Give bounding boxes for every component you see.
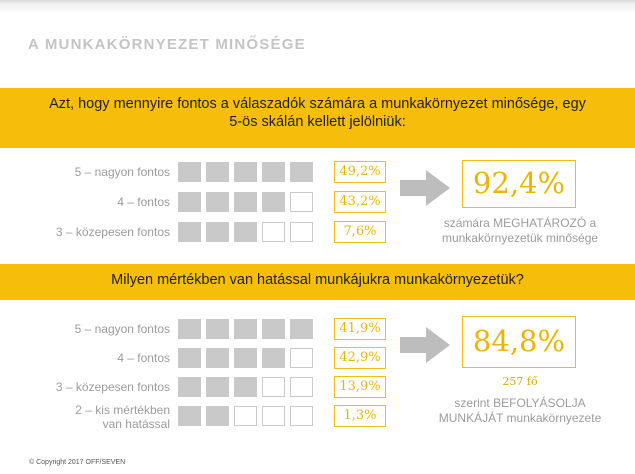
question-2: Milyen mértékben van hatással munkájukra munkakörnyezetük? (111, 272, 524, 288)
filled-square (262, 348, 285, 368)
empty-square (262, 222, 285, 242)
filled-square (262, 162, 285, 182)
filled-square (178, 348, 201, 368)
filled-square (206, 162, 229, 182)
rating-squares (178, 319, 313, 339)
empty-square (262, 377, 285, 397)
percent-box: 41,9% (334, 318, 386, 340)
filled-square (262, 319, 285, 339)
empty-square (290, 192, 313, 212)
question-band-2 (0, 264, 635, 300)
filled-square (234, 319, 257, 339)
summary-caption-line-1: szerint BEFOLYÁSOLJA (454, 396, 586, 410)
percent-box: 1,3% (334, 405, 386, 427)
filled-square (206, 348, 229, 368)
question-1-line-2: 5-ös skálán kellett jelölniük: (229, 114, 406, 130)
rating-squares (178, 348, 313, 368)
empty-square (290, 348, 313, 368)
summary-caption-line-1: számára MEGHATÁROZÓ a (443, 216, 597, 230)
percent-box: 49,2% (334, 161, 386, 183)
filled-square (178, 192, 201, 212)
rating-squares (178, 406, 313, 426)
filled-square (290, 162, 313, 182)
row-label-line-2: van hatással (102, 417, 170, 431)
filled-square (206, 319, 229, 339)
filled-square (178, 377, 201, 397)
empty-square (234, 406, 257, 426)
filled-square (234, 162, 257, 182)
percent-box: 13,9% (334, 376, 386, 398)
right-arrow-icon (400, 170, 450, 206)
row-label: 4 – fontos (117, 195, 170, 209)
page-title: A MUNKAKÖRNYEZET MINŐSÉGE (28, 36, 306, 53)
row-label: 3 – közepesen fontos (55, 225, 170, 239)
filled-square (178, 162, 201, 182)
filled-square (206, 377, 229, 397)
row-label: 5 – nagyon fontos (74, 322, 170, 336)
summary-count: 257 fő (502, 375, 538, 388)
filled-square (234, 348, 257, 368)
filled-square (178, 319, 201, 339)
percent-box: 42,9% (334, 347, 386, 369)
filled-square (178, 406, 201, 426)
percent-box: 7,6% (334, 221, 386, 243)
filled-square (234, 377, 257, 397)
row-label-line-1: 2 – kis mértékben (75, 403, 170, 417)
empty-square (290, 222, 313, 242)
rating-squares (178, 222, 313, 242)
right-arrow-icon (400, 327, 450, 363)
summary-value-box: 84,8% (462, 316, 576, 368)
row-label (10, 403, 170, 431)
question-1-line-1: Azt, hogy mennyire fontos a válaszadók számára a munkakörnyezet minősége, egy (49, 96, 586, 112)
filled-square (290, 319, 313, 339)
summary-caption-line-2: MUNKÁJÁT munkakörnyezete (438, 411, 602, 425)
rating-squares (178, 192, 313, 212)
rating-squares (178, 162, 313, 182)
filled-square (178, 222, 201, 242)
row-label: 3 – közepesen fontos (55, 380, 170, 394)
filled-square (234, 192, 257, 212)
rating-squares (178, 377, 313, 397)
filled-square (206, 222, 229, 242)
summary-caption (410, 396, 630, 426)
top-shadow-line (0, 0, 635, 18)
summary-caption (410, 216, 630, 246)
summary-value-box: 92,4% (462, 160, 576, 208)
row-label: 5 – nagyon fontos (74, 165, 170, 179)
empty-square (290, 406, 313, 426)
filled-square (206, 406, 229, 426)
filled-square (262, 192, 285, 212)
percent-box: 43,2% (334, 191, 386, 213)
filled-square (234, 222, 257, 242)
summary-caption-line-2: munkakörnyezetük minősége (441, 231, 599, 245)
row-label: 4 – fontos (117, 351, 170, 365)
empty-square (290, 377, 313, 397)
question-band-1 (0, 88, 635, 148)
empty-square (262, 406, 285, 426)
filled-square (206, 192, 229, 212)
copyright: © Copyright 2017 OFF/SEVEN (29, 459, 126, 466)
